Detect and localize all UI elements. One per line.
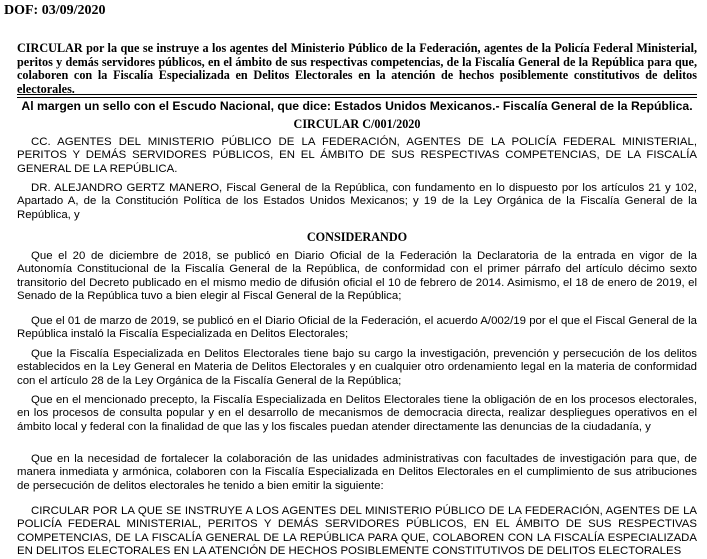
considerando-paragraph-1: Que el 20 de diciembre de 2018, se publicó en Diario Oficial de la Federación la Declaratoria de la entrada en vigor de la Autonomía Constitucional de la Fiscalía General de la República, de conformidad con el primer párrafo del artículo décimo sexto transitorio del Decreto publicado en el mismo medio de difusión oficial el 10 de febrero de 2014. Asimismo, el 18 de enero de 2019, el Senado de la República tuvo a bien elegir al Fiscal General de la República; bbox=[17, 250, 697, 302]
divider-rule-bottom bbox=[17, 97, 697, 98]
considerando-heading: CONSIDERANDO bbox=[306, 230, 408, 244]
considerando-paragraph-3: Que la Fiscalía Especializada en Delitos Electorales tiene bajo su cargo la investigación, prevención y persecución de los delitos establecidos en la Ley General en Materia de Delitos Electorales y en cualquier otro ordenamiento legal en la materia de conformidad con el artículo 28 de la Ley Orgánica de la Fiscalía General de la República; bbox=[17, 348, 697, 387]
considerando-paragraph-5: Que en la necesidad de fortalecer la colaboración de las unidades administrativas con facultades de investigación para que, de manera inmediata y armónica, colaboren con la Fiscalía Especializada en Delitos Electorales en el cumplimiento de sus atribuciones de persecución de delitos electorales he tenido a bien emitir la siguiente: bbox=[17, 453, 697, 492]
divider-rule-top bbox=[17, 94, 697, 95]
issuer-paragraph: DR. ALEJANDRO GERTZ MANERO, Fiscal General de la República, con fundamento en lo dispuesto por los artículos 21 y 102, Apartado A, de la Constitución Política de los Estados Unidos Mexicanos; y 19 de la Ley Orgánica de la Fiscalía General de la República, y bbox=[17, 182, 697, 221]
considerando-paragraph-4: Que en el mencionado precepto, la Fiscalía Especializada en Delitos Electorales tiene la obligación de en los procesos electorales, en los procesos de consulta popular y en el desarrollo de mecanismos de democracia directa, realizar despliegues operativos en el ámbito local y federal con la finalidad de que las y los fiscales puedan atender directamente las denuncias de la ciudadanía, y bbox=[17, 394, 697, 433]
addressees-paragraph: CC. AGENTES DEL MINISTERIO PÚBLICO DE LA FEDERACIÓN, AGENTES DE LA POLICÍA FEDERAL MINISTERIAL, PERITOS Y DEMÁS SERVIDORES PÚBLICOS, EN EL ÁMBITO DE SUS RESPECTIVAS COMPETENCIAS, DE LA FISCALÍA GENERAL DE LA REPÚBLICA. bbox=[17, 136, 697, 175]
dof-date: DOF: 03/09/2020 bbox=[4, 3, 106, 18]
document-title: CIRCULAR por la que se instruye a los agentes del Ministerio Público de la Federación, agentes de la Policía Federal Ministerial, peritos y demás servidores públicos, en el ámbito de sus respectivas competencias, de la Fiscalía General de la República para que, colaboren con la Fiscalía Especializada en Delitos Electorales en la atención de hechos posiblemente constitutivos de delitos electorales. bbox=[17, 41, 697, 96]
circular-number-heading: CIRCULAR C/001/2020 bbox=[293, 117, 421, 131]
margin-seal-note: Al margen un sello con el Escudo Nacional, que dice: Estados Unidos Mexicanos.- Fiscalía General de la República. bbox=[21, 99, 693, 113]
considerando-paragraph-2: Que el 01 de marzo de 2019, se publicó en el Diario Oficial de la Federación, el acuerdo A/002/19 por el que el Fiscal General de la República instaló la Fiscalía Especializada en Delitos Electorales; bbox=[17, 315, 697, 341]
closing-circular-title: CIRCULAR POR LA QUE SE INSTRUYE A LOS AGENTES DEL MINISTERIO PÚBLICO DE LA FEDERACIÓN, AGENTES DE LA POLICÍA FEDERAL MINISTERIAL, PERITOS Y DEMÁS SERVIDORES PÚBLICOS, EN EL ÁMBITO DE SUS RESPECTIVAS COMPETENCIAS, DE LA FISCALÍA GENERAL DE LA REPÚBLICA PARA QUE, COLABOREN CON LA FISCALÍA ESPECIALIZADA EN DELITOS ELECTORALES EN LA ATENCIÓN DE HECHOS POSIBLEMENTE CONSTITUTIVOS DE DELITOS ELECTORALES bbox=[17, 505, 697, 557]
